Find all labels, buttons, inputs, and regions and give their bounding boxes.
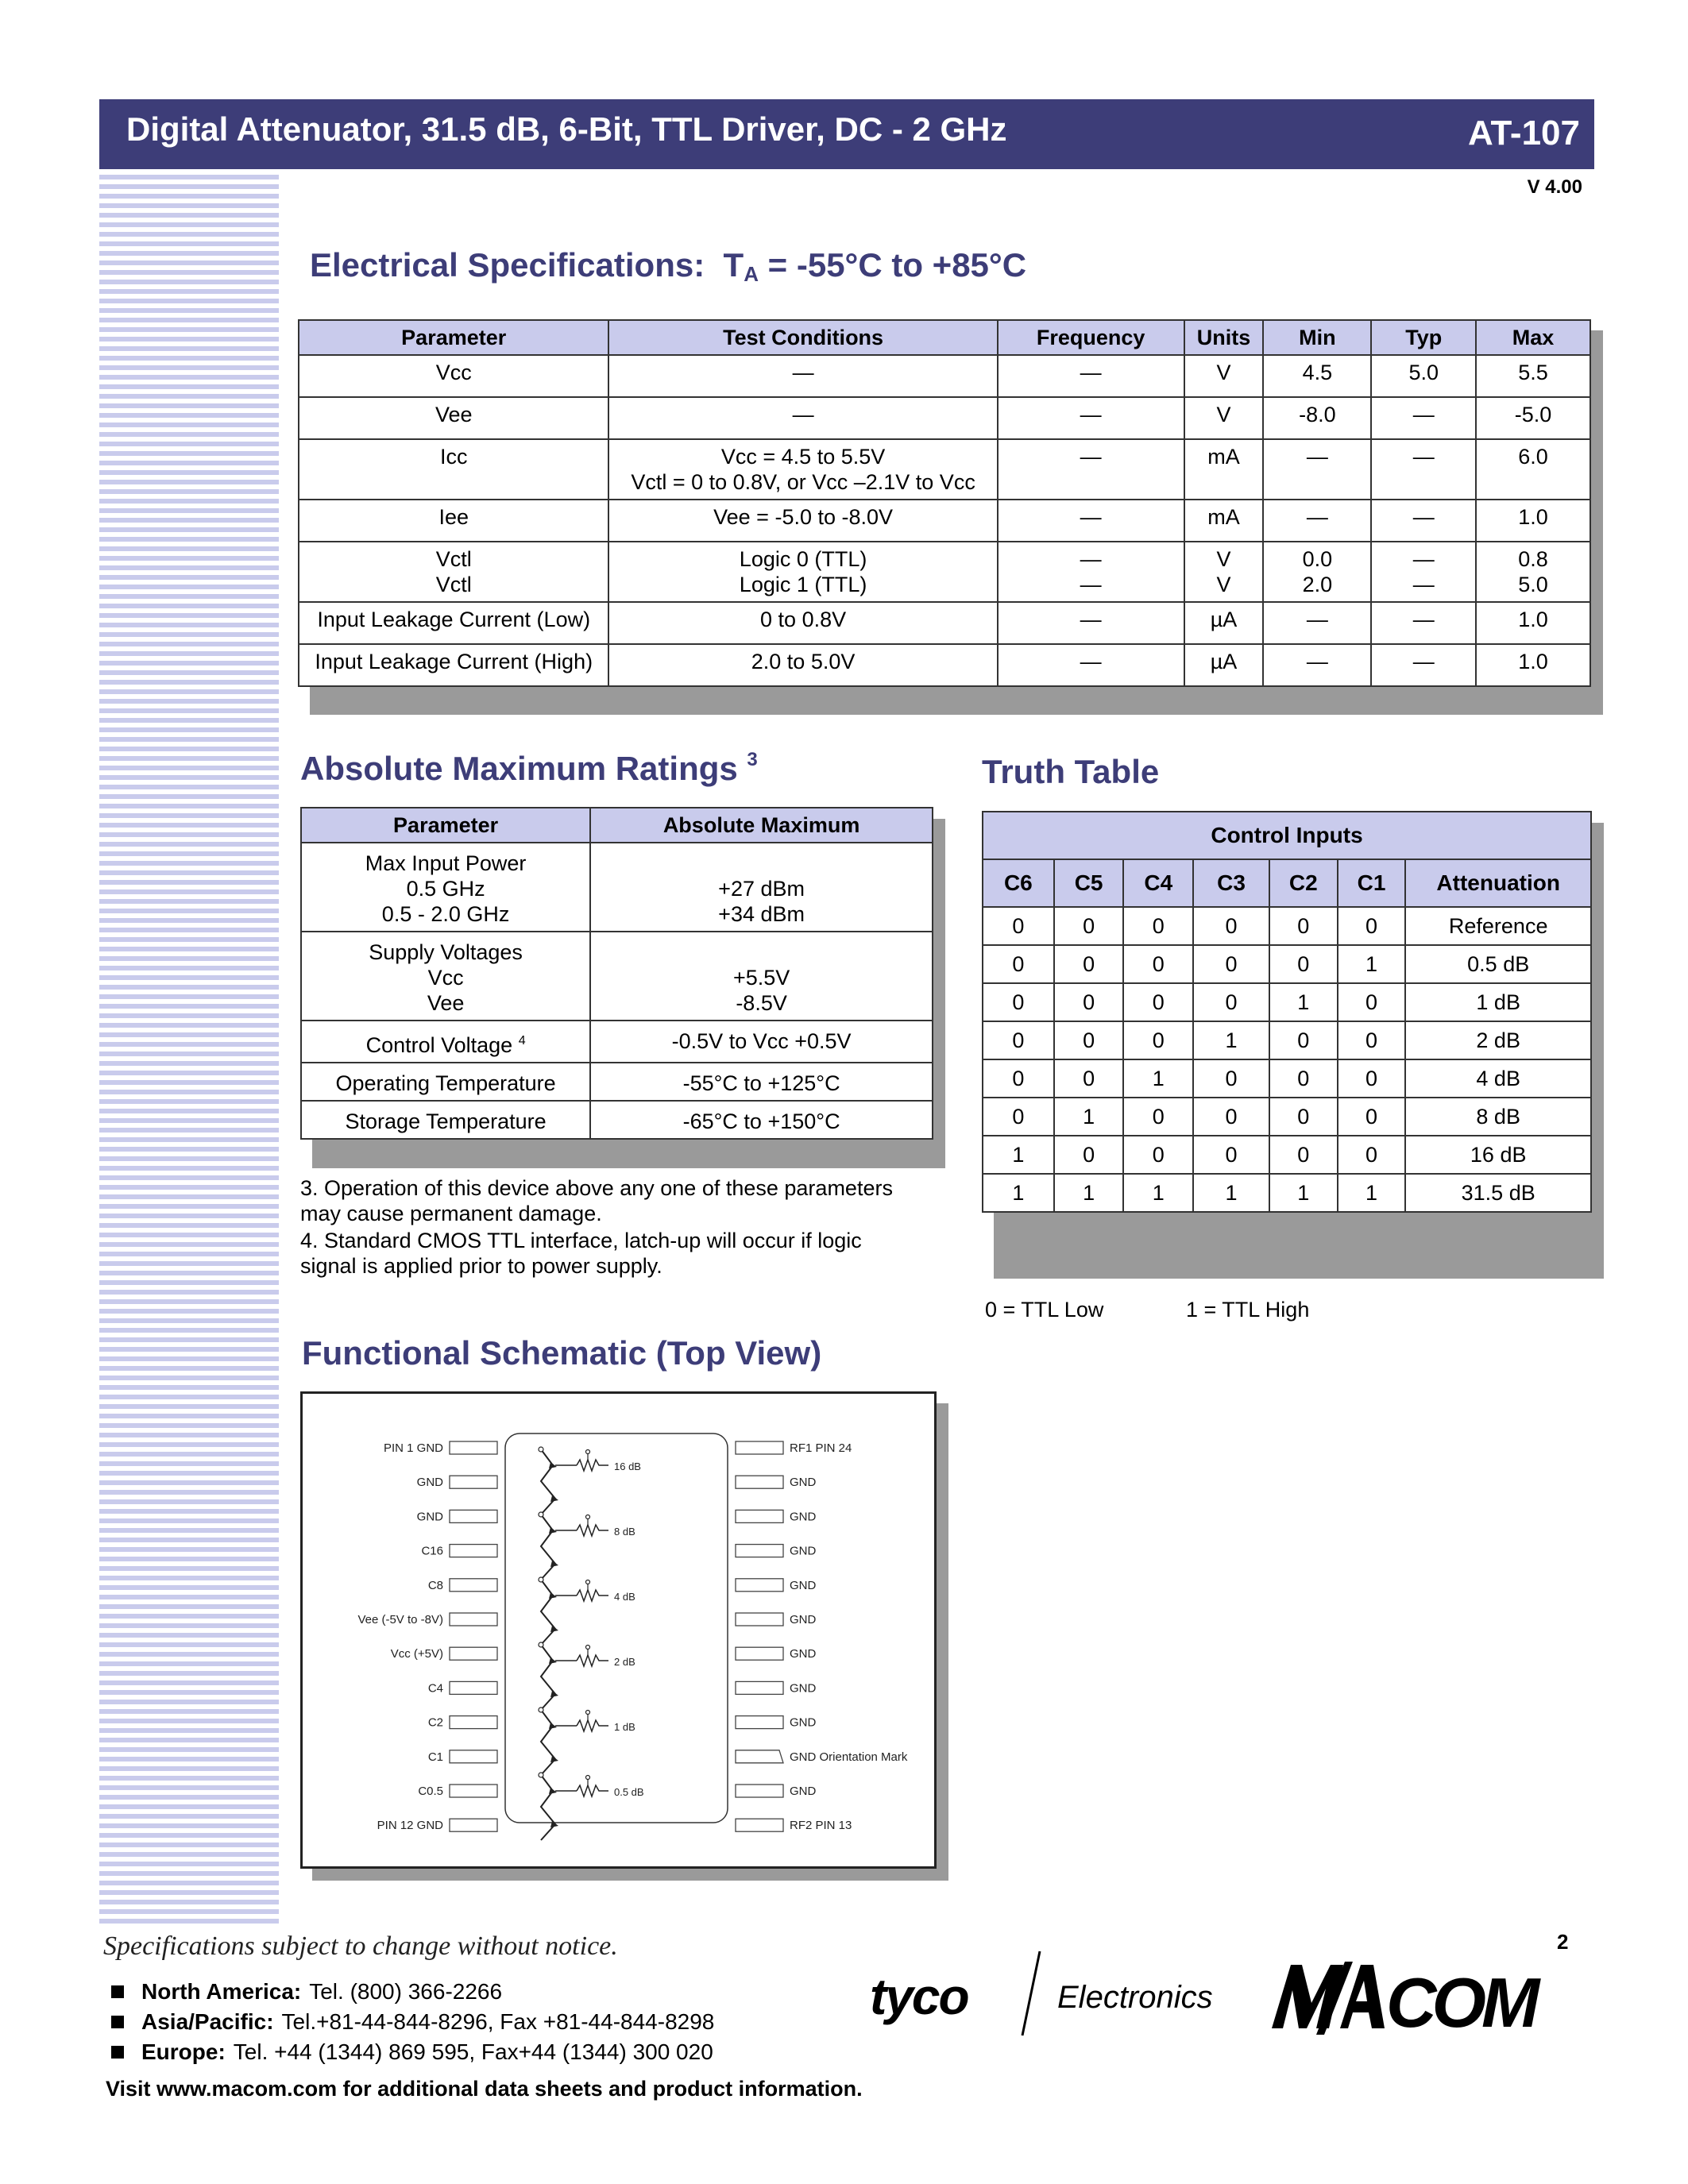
node	[539, 1447, 543, 1452]
table-cell: -5.0	[1476, 397, 1590, 439]
pin-label: GND Orientation Mark	[790, 1750, 908, 1764]
table-row	[301, 843, 933, 932]
table-cell: —	[998, 355, 1184, 397]
table-cell: 0 to 0.8V	[608, 602, 997, 644]
table-cell: µA	[1184, 602, 1264, 644]
table-cell: 0	[983, 1059, 1054, 1098]
logo-slash-icon	[1019, 1950, 1043, 2037]
pin-label: GND	[790, 1681, 817, 1696]
table-row	[983, 945, 1591, 983]
table-cell: —	[1371, 500, 1476, 542]
macom-logo	[1267, 1955, 1593, 2043]
table-cell: 1	[1054, 1098, 1124, 1136]
table-cell: 0	[1054, 1136, 1124, 1174]
note-line: signal is applied prior to power supply.	[300, 1254, 662, 1278]
table-cell: mA	[1184, 439, 1264, 500]
table-cell: 0	[1338, 1136, 1406, 1174]
table-cell: +27 dBm +34 dBm	[590, 843, 933, 932]
schematic-heading: Functional Schematic (Top View)	[302, 1334, 822, 1372]
pin-label: GND	[790, 1785, 817, 1798]
abs-max-heading: Absolute Maximum Ratings $^3$	[300, 749, 758, 787]
pin-label: C4	[427, 1681, 443, 1696]
table-cell: 1.0	[1476, 602, 1590, 644]
table-cell: 6.0	[1476, 439, 1590, 500]
node	[586, 1450, 590, 1454]
table-cell: Input Leakage Current (Low)	[299, 602, 608, 644]
legend-high: 1 = TTL High	[1186, 1298, 1310, 1322]
node	[586, 1776, 590, 1780]
pin-pad	[450, 1681, 497, 1694]
table-cell: 0.5 dB	[1405, 945, 1591, 983]
pin-pad	[450, 1441, 497, 1454]
contact-asia-pacific: Asia/Pacific: Tel.+81-44-844-8296, Fax +81-44-844-8298	[111, 2009, 714, 2035]
pin-label: PIN 12 GND	[377, 1819, 443, 1833]
table-cell: 0.0 2.0	[1263, 542, 1371, 602]
note-line: 3. Operation of this device above any one of these parameters	[300, 1176, 893, 1200]
elec-spec-heading: Electrical Specifications: $T_A = -55^\circ C$ to +85°C	[310, 246, 1027, 286]
table-cell: 0	[1338, 907, 1406, 945]
table-cell: 0	[1123, 1021, 1193, 1059]
title-banner	[99, 99, 1594, 169]
table-cell: Operating Temperature	[301, 1063, 590, 1101]
pin-label: GND	[790, 1715, 817, 1730]
table-cell: V	[1184, 397, 1264, 439]
table-row	[983, 907, 1591, 945]
table-cell: 1	[1193, 1021, 1269, 1059]
column-header: Max	[1476, 320, 1590, 355]
table-cell: 0	[1054, 983, 1124, 1021]
pin-pad	[450, 1476, 497, 1488]
functional-schematic	[300, 1391, 937, 1869]
table-cell: 1	[983, 1136, 1054, 1174]
column-header: Parameter	[301, 808, 590, 843]
table-cell: 1	[1338, 945, 1406, 983]
table-cell: 0	[1054, 945, 1124, 983]
tyco-electronics-logo: tyco Electronics	[870, 1950, 1235, 2037]
table-cell: 0	[983, 907, 1054, 945]
column-header: C6	[983, 859, 1054, 907]
table-cell: Reference	[1405, 907, 1591, 945]
table-cell: 1	[1338, 1174, 1406, 1212]
pin-label: C2	[427, 1715, 443, 1730]
pin-label: GND	[790, 1613, 817, 1626]
column-header: Parameter	[299, 320, 608, 355]
table-cell: Vee	[299, 397, 608, 439]
table-cell: 0	[1269, 907, 1338, 945]
table-cell: Vcc = 4.5 to 5.5V Vctl = 0 to 0.8V, or Vcc –2.1V to Vcc	[608, 439, 997, 500]
table-cell: 1 dB	[1405, 983, 1591, 1021]
table-row	[983, 1136, 1591, 1174]
pin-label: GND	[416, 1510, 443, 1524]
legend-low: 0 = TTL Low	[985, 1298, 1104, 1322]
table-cell: 0	[1123, 1136, 1193, 1174]
version-label: V 4.00	[1527, 176, 1582, 198]
table-cell: Control Voltage $^4$	[301, 1021, 590, 1063]
column-header: C2	[1269, 859, 1338, 907]
table-cell: Logic 0 (TTL) Logic 1 (TTL)	[608, 542, 997, 602]
pin-label: C16	[421, 1544, 443, 1558]
resistor-icon	[577, 1590, 608, 1601]
table-cell: 2.0 to 5.0V	[608, 644, 997, 686]
table-cell: 4.5	[1263, 355, 1371, 397]
node	[586, 1580, 590, 1584]
pin-pad	[736, 1785, 783, 1797]
node	[539, 1642, 543, 1647]
pin-label: PIN 1 GND	[383, 1441, 443, 1455]
document-title: Digital Attenuator, 31.5 dB, 6-Bit, TTL Driver, DC - 2 GHz	[126, 110, 1007, 148]
table-cell: 4 dB	[1405, 1059, 1591, 1098]
table-cell: -55°C to +125°C	[590, 1063, 933, 1101]
table-cell: — —	[998, 542, 1184, 602]
table-cell: —	[1263, 500, 1371, 542]
table-cell: 1	[1123, 1059, 1193, 1098]
footnote-ref: 4	[518, 1034, 526, 1048]
pin-pad	[736, 1476, 783, 1488]
pin-pad	[736, 1647, 783, 1660]
pin-pad	[450, 1545, 497, 1557]
resistor-icon	[577, 1655, 608, 1666]
resistor-icon	[577, 1720, 608, 1731]
table-cell: — —	[1371, 542, 1476, 602]
pin-label: RF1 PIN 24	[790, 1441, 852, 1455]
table-cell: 0	[1193, 907, 1269, 945]
table-cell: -8.0	[1263, 397, 1371, 439]
table-cell: 0	[1269, 1059, 1338, 1098]
column-header: Min	[1263, 320, 1371, 355]
table-row	[301, 1063, 933, 1101]
table-cell: 1	[1054, 1174, 1124, 1212]
column-header: C1	[1338, 859, 1406, 907]
table-cell: 0	[1269, 945, 1338, 983]
pin-label: GND	[790, 1578, 817, 1592]
stage-label: 2 dB	[614, 1656, 635, 1668]
table-cell: -0.5V to Vcc +0.5V	[590, 1021, 933, 1063]
pin-pad	[450, 1647, 497, 1660]
table-cell: 5.5	[1476, 355, 1590, 397]
fet-switch	[541, 1515, 555, 1580]
pin-pad	[736, 1510, 783, 1522]
table-cell: 0	[1193, 983, 1269, 1021]
table-cell: —	[1371, 397, 1476, 439]
pin-pad	[736, 1441, 783, 1454]
svg-text:COM: COM	[1386, 1963, 1535, 2042]
pin-label: Vcc (+5V)	[390, 1647, 443, 1661]
pin-pad	[736, 1579, 783, 1592]
stage-label: 1 dB	[614, 1721, 635, 1733]
pin-pad	[450, 1613, 497, 1626]
table-row	[983, 1174, 1591, 1212]
table-cell: —	[998, 500, 1184, 542]
column-header: C5	[1054, 859, 1124, 907]
pin-label: Vee (-5V to -8V)	[357, 1613, 443, 1626]
table-cell: —	[1263, 644, 1371, 686]
table-cell: +5.5V -8.5V	[590, 932, 933, 1021]
node	[539, 1773, 543, 1777]
notice-text: Specifications subject to change without notice.	[103, 1931, 618, 1961]
column-header: C4	[1123, 859, 1193, 907]
contact-north-america: North America: Tel. (800) 366-2266	[111, 1979, 502, 2005]
table-cell: 0	[1054, 1059, 1124, 1098]
node	[539, 1577, 543, 1582]
decorative-stripe-bar	[99, 175, 279, 1926]
table-cell: 0	[1193, 1098, 1269, 1136]
column-header: Absolute Maximum	[590, 808, 933, 843]
table-cell: —	[998, 439, 1184, 500]
table-row	[301, 932, 933, 1021]
table-cell: 0	[1193, 945, 1269, 983]
note-line: 4. Standard CMOS TTL interface, latch-up will occur if logic	[300, 1229, 862, 1252]
table-cell: Vcc	[299, 355, 608, 397]
fet-switch	[541, 1580, 555, 1645]
pin-label: RF2 PIN 13	[790, 1819, 852, 1833]
table-cell: —	[998, 602, 1184, 644]
table-cell: Iee	[299, 500, 608, 542]
table-cell: —	[998, 644, 1184, 686]
table-cell: 0	[1054, 1021, 1124, 1059]
table-cell: -65°C to +150°C	[590, 1101, 933, 1139]
die-outline	[505, 1433, 728, 1823]
table-cell: 0	[1123, 945, 1193, 983]
pin-pad	[736, 1819, 783, 1831]
node	[539, 1512, 543, 1517]
table-cell: 0	[1269, 1098, 1338, 1136]
table-cell: 1	[1123, 1174, 1193, 1212]
pin-pad	[450, 1579, 497, 1592]
pin-label: GND	[790, 1510, 817, 1524]
table-row	[299, 602, 1590, 644]
pin-label: C8	[427, 1578, 443, 1592]
table-row	[983, 1059, 1591, 1098]
table-cell: 1.0	[1476, 500, 1590, 542]
fet-switch	[541, 1775, 555, 1840]
table-row	[983, 983, 1591, 1021]
table-row	[299, 500, 1590, 542]
pin-pad	[450, 1785, 497, 1797]
pin-pad	[450, 1510, 497, 1522]
table-cell: —	[608, 355, 997, 397]
contact-europe: Europe: Tel. +44 (1344) 869 595, Fax+44 (1344) 300 020	[111, 2039, 713, 2065]
table-row	[301, 1021, 933, 1063]
table-cell: 0	[1338, 1021, 1406, 1059]
truth-table-heading: Truth Table	[982, 753, 1160, 790]
table-cell: —	[608, 397, 997, 439]
table-cell: 0	[1123, 907, 1193, 945]
table-cell: Icc	[299, 439, 608, 500]
visit-website-text: Visit www.macom.com for additional data sheets and product information.	[106, 2077, 863, 2101]
table-cell: —	[1371, 602, 1476, 644]
pin-pad	[450, 1819, 497, 1831]
pin-label: GND	[790, 1544, 817, 1558]
table-cell: 0.8 5.0	[1476, 542, 1590, 602]
table-cell: 1	[1269, 1174, 1338, 1212]
table-cell: 0	[1269, 1021, 1338, 1059]
table-cell: —	[1371, 439, 1476, 500]
control-inputs-header: Control Inputs	[983, 812, 1591, 859]
table-cell: 0	[983, 945, 1054, 983]
pin-pad	[736, 1613, 783, 1626]
table-cell: 5.0	[1371, 355, 1476, 397]
table-cell: 0	[983, 1098, 1054, 1136]
table-row	[299, 439, 1590, 500]
table-cell: 2 dB	[1405, 1021, 1591, 1059]
table-cell: 16 dB	[1405, 1136, 1591, 1174]
fet-switch	[541, 1645, 555, 1710]
table-row	[983, 1021, 1591, 1059]
electrical-spec-table	[298, 319, 1591, 687]
page-number: 2	[1557, 1930, 1569, 1954]
resistor-icon	[577, 1460, 608, 1471]
stage-label: 16 dB	[614, 1461, 641, 1472]
table-cell: Input Leakage Current (High)	[299, 644, 608, 686]
schematic-drawing	[303, 1394, 934, 1866]
stage-label: 4 dB	[614, 1591, 635, 1603]
bullet-square-icon	[111, 1985, 124, 1998]
stage-label: 8 dB	[614, 1526, 635, 1538]
fet-switch	[541, 1449, 555, 1515]
table-row	[983, 1098, 1591, 1136]
column-header: Attenuation	[1405, 859, 1591, 907]
table-cell: Storage Temperature	[301, 1101, 590, 1139]
pin-label: C0.5	[418, 1785, 443, 1798]
column-header: C3	[1193, 859, 1269, 907]
pin-label: GND	[790, 1476, 817, 1490]
part-number: AT-107	[1467, 114, 1580, 152]
pin-pad	[736, 1750, 783, 1763]
column-header: Frequency	[998, 320, 1184, 355]
resistor-icon	[577, 1525, 608, 1536]
pin-pad	[450, 1750, 497, 1763]
column-header: Typ	[1371, 320, 1476, 355]
pin-label: GND	[790, 1647, 817, 1661]
table-cell: 0	[1269, 1136, 1338, 1174]
table-cell: µA	[1184, 644, 1264, 686]
node	[586, 1646, 590, 1650]
table-row	[301, 1101, 933, 1139]
macom-logo-mark	[1267, 1955, 1593, 2043]
table-cell: Supply Voltages Vcc Vee	[301, 932, 590, 1021]
table-cell: 1	[1193, 1174, 1269, 1212]
table-row	[299, 542, 1590, 602]
table-cell: Vctl Vctl	[299, 542, 608, 602]
table-cell: 1	[983, 1174, 1054, 1212]
pin-pad	[736, 1545, 783, 1557]
table-cell: 31.5 dB	[1405, 1174, 1591, 1212]
pin-pad	[450, 1716, 497, 1729]
table-cell: 0	[1054, 907, 1124, 945]
table-cell: 1.0	[1476, 644, 1590, 686]
bullet-square-icon	[111, 2046, 124, 2059]
pin-pad	[736, 1681, 783, 1694]
column-header: Test Conditions	[608, 320, 997, 355]
table-cell: mA	[1184, 500, 1264, 542]
table-cell: 0	[1338, 1098, 1406, 1136]
table-cell: 0	[1123, 983, 1193, 1021]
table-cell: —	[1371, 644, 1476, 686]
table-row	[299, 397, 1590, 439]
table-cell: 1	[1269, 983, 1338, 1021]
resistor-icon	[577, 1785, 608, 1796]
table-cell: V V	[1184, 542, 1264, 602]
absolute-max-table	[300, 807, 933, 1140]
node	[586, 1515, 590, 1519]
column-header: Units	[1184, 320, 1264, 355]
table-cell: 0	[1193, 1059, 1269, 1098]
table-row	[299, 355, 1590, 397]
table-cell: 0	[1338, 1059, 1406, 1098]
table-cell: V	[1184, 355, 1264, 397]
node	[586, 1711, 590, 1715]
table-cell: 8 dB	[1405, 1098, 1591, 1136]
table-cell: 0	[983, 983, 1054, 1021]
pin-label: GND	[416, 1476, 443, 1490]
table-cell: Vee = -5.0 to -8.0V	[608, 500, 997, 542]
truth-table	[982, 811, 1592, 1213]
table-cell: 0	[1338, 983, 1406, 1021]
node	[539, 1707, 543, 1712]
stage-label: 0.5 dB	[614, 1786, 644, 1798]
table-cell: —	[1263, 439, 1371, 500]
table-cell: —	[998, 397, 1184, 439]
table-cell: —	[1263, 602, 1371, 644]
note-line: may cause permanent damage.	[300, 1202, 602, 1225]
pin-label: C1	[427, 1750, 443, 1764]
bullet-square-icon	[111, 2016, 124, 2028]
pin-pad	[736, 1716, 783, 1729]
table-row	[299, 644, 1590, 686]
table-cell: Max Input Power 0.5 GHz 0.5 - 2.0 GHz	[301, 843, 590, 932]
table-cell: 0	[983, 1021, 1054, 1059]
table-cell: 0	[1123, 1098, 1193, 1136]
table-cell: 0	[1193, 1136, 1269, 1174]
fet-switch	[541, 1710, 555, 1775]
